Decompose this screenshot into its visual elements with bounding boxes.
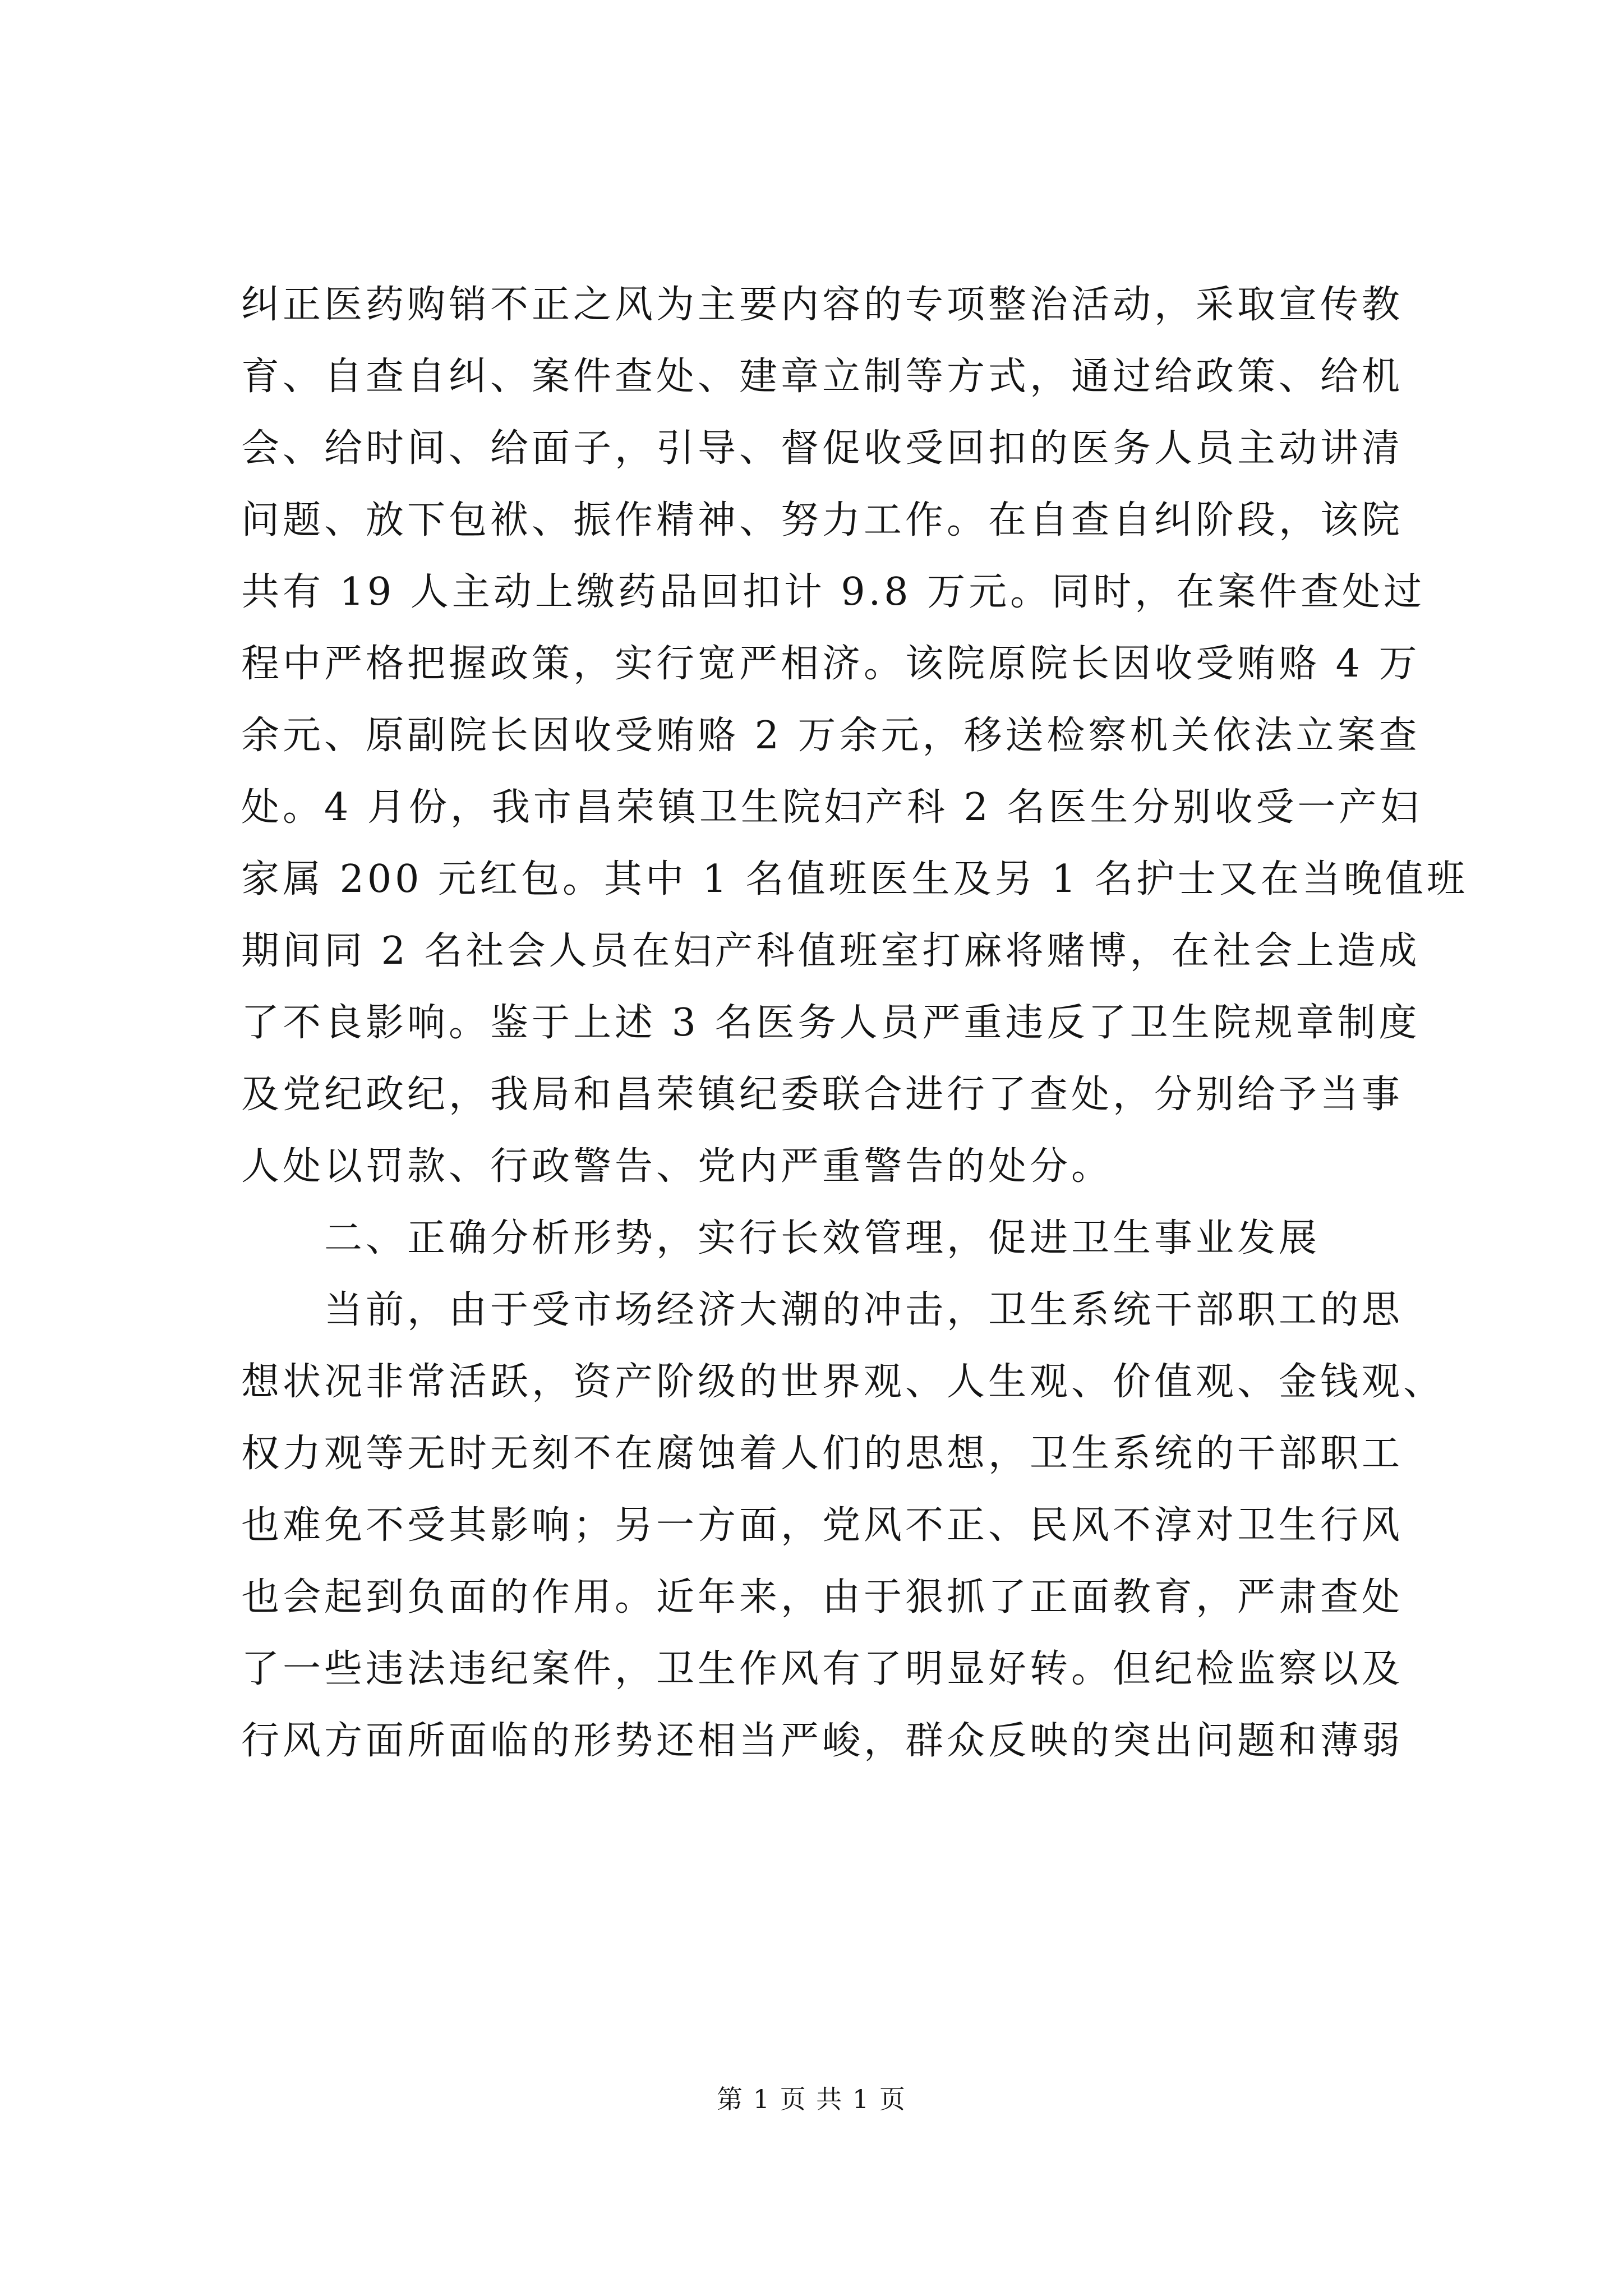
body-line: 了一些违法违纪案件，卫生作风有了明显好转。但纪检监察以及 (241, 1647, 1404, 1691)
body-line: 了不良影响。鉴于上述 3 名医务人员严重违反了卫生院规章制度 (241, 1001, 1421, 1045)
document-body (241, 269, 1469, 1777)
body-line: 问题、放下包袱、振作精神、努力工作。在自查自纠阶段，该院 (241, 498, 1404, 542)
section-heading: 二、正确分析形势，实行长效管理，促进卫生事业发展 (241, 1216, 1321, 1260)
body-line: 想状况非常活跃，资产阶级的世界观、人生观、价值观、金钱观、 (241, 1360, 1445, 1404)
body-line: 也难免不受其影响；另一方面，党风不正、民风不淳对卫生行风 (241, 1503, 1404, 1548)
body-line: 权力观等无时无刻不在腐蚀着人们的思想，卫生系统的干部职工 (241, 1432, 1404, 1476)
body-line: 家属 200 元红包。其中 1 名值班医生及另 1 名护士又在当晚值班 (241, 857, 1469, 901)
page-footer: 第 1 页 共 1 页 (717, 2084, 906, 2114)
body-line: 程中严格把握政策，实行宽严相济。该院原院长因收受贿赂 4 万 (241, 642, 1421, 686)
body-line: 余元、原副院长因收受贿赂 2 万余元，移送检察机关依法立案查 (241, 714, 1421, 758)
body-line: 会、给时间、给面子，引导、督促收受回扣的医务人员主动讲清 (241, 426, 1404, 471)
body-line: 育、自查自纠、案件查处、建章立制等方式，通过给政策、给机 (241, 355, 1404, 399)
body-line: 人处以罚款、行政警告、党内严重警告的处分。 (241, 1144, 1113, 1189)
body-line: 处。4 月份，我市昌荣镇卫生院妇产科 2 名医生分别收受一产妇 (241, 785, 1422, 830)
body-line: 行风方面所面临的形势还相当严峻，群众反映的突出问题和薄弱 (241, 1719, 1404, 1763)
body-line: 纠正医药购销不正之风为主要内容的专项整治活动，采取宣传教 (241, 283, 1404, 327)
body-line: 当前，由于受市场经济大潮的冲击，卫生系统干部职工的思 (241, 1288, 1404, 1332)
body-line: 期间同 2 名社会人员在妇产科值班室打麻将赌博，在社会上造成 (241, 929, 1421, 973)
body-line: 及党纪政纪，我局和昌荣镇纪委联合进行了查处，分别给予当事 (241, 1073, 1404, 1117)
body-line: 共有 19 人主动上缴药品回扣计 9.8 万元。同时，在案件查处过 (241, 570, 1426, 614)
body-line: 也会起到负面的作用。近年来，由于狠抓了正面教育，严肃查处 (241, 1575, 1404, 1619)
